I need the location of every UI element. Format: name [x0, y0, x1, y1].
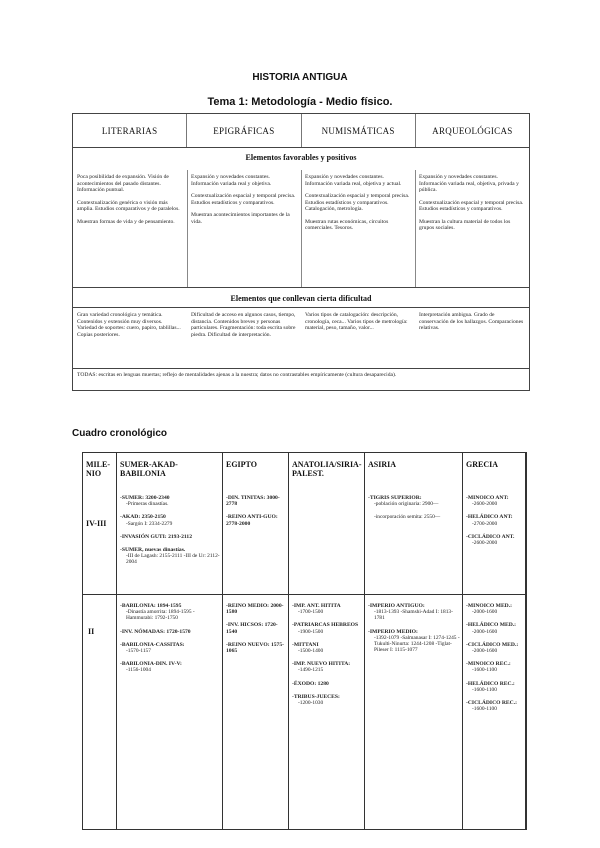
entry-name: -HELÁDICO REC.:	[466, 680, 515, 687]
entry-detail: -Dinastía amorrita: 1894-1595 -Hammurabi: 1792-1750	[126, 609, 195, 622]
chronology-entry	[120, 495, 220, 507]
chronology-entry	[292, 694, 362, 706]
chronology-entry	[292, 622, 362, 634]
favorable-cell	[301, 174, 415, 238]
favorable-cell	[73, 174, 187, 231]
chronology-cell	[463, 603, 526, 719]
entry-detail: -1700-1500	[298, 609, 324, 616]
entry-name: -INV. NÓMADAS: 1720-1570	[120, 628, 191, 635]
entry-detail: -2000-1600	[472, 609, 498, 616]
entry-detail: -Sargón I: 2334-2279	[126, 520, 173, 527]
favorable-cell	[415, 174, 529, 238]
entry-name: -BABILONIA: 1894-1595	[120, 603, 182, 609]
chronology-entry	[466, 681, 523, 693]
chronology-cell	[365, 603, 463, 660]
chronology-entry	[120, 629, 220, 635]
difficulty-cell: Varios tipos de catalogación: descripción, cronología, ceca... Varios tipos de metrología: material, peso, tamaño, valor...	[305, 312, 408, 331]
favorable-item: Contextualización espacial y temporal precisa. Estudios estadísticos y comparativos.	[419, 199, 524, 212]
entry-name: -IMPERIO ANTIGUO:	[368, 603, 425, 609]
entry-name: -TRIBUS-JUECES:	[292, 693, 340, 700]
favorable-section-heading: Elementos favorables y positivos	[245, 153, 357, 162]
entry-name: -DIN. TINITAS: 3000-2778	[226, 495, 280, 508]
chronology-entry	[368, 514, 460, 520]
entry-detail: -1600-1100	[472, 706, 497, 713]
entry-name: -MITTANI	[292, 641, 319, 648]
favorable-cell	[187, 174, 301, 231]
entry-name: -PATRIARCAS HEBREOS	[292, 622, 359, 629]
favorable-item: Muestran la cultura material de todos los grupos sociales.	[419, 218, 511, 231]
column-header: ASIRIA	[368, 460, 397, 469]
column-header: MILE-NIO	[86, 460, 110, 478]
favorable-item: Contextualización espacial y temporal precisa. Estudios estadísticos y comparativos. Catalogación, metrología.	[305, 193, 410, 212]
entry-name: -CICLÁDICO ANT.	[466, 533, 515, 540]
entry-detail: -1600-1100	[472, 667, 497, 674]
chronology-entry	[120, 603, 220, 622]
chronology-entry	[120, 661, 220, 673]
entry-detail: -1900-1500	[298, 628, 324, 635]
entry-detail: -1392-1079 -Salmanasar I: 1274-1245 -Tukulti-Ninurta: 1244-1208 -Tiglat-Pileser I: 1115-1077	[374, 634, 460, 654]
entry-detail: -1600-1100	[472, 686, 497, 693]
entry-name: -IMP. ANT. HITITA	[292, 603, 341, 609]
entry-name: -SUMER, nuevas dinastías.	[120, 547, 186, 554]
chronology-entry	[120, 642, 220, 654]
entry-name: -INVASIÓN GUTI: 2193-2112	[120, 533, 193, 540]
chronology-entry	[368, 495, 460, 507]
difficulty-section-heading: Elementos que conllevan cierta dificultad	[230, 294, 372, 303]
chronology-cell	[223, 495, 289, 534]
favorable-item: Expansión y novedades constantes. Información variada real y objetiva.	[191, 174, 272, 187]
chronology-entry	[368, 629, 460, 654]
difficulty-cell: Gran variedad cronológica y temática. Contenidos y extensión muy diversos. Variedad de soportes: cuero, papiro, tablillas... Copias posteriores.	[77, 312, 181, 338]
favorable-item: Contextualización espacial y temporal precisa. Estudios estadísticos y comparativos.	[191, 193, 296, 206]
chronology-entry	[120, 514, 220, 526]
entry-name: -TIGRIS SUPERIOR:	[368, 495, 422, 501]
chronology-cell	[223, 603, 289, 661]
favorable-item: Muestran rutas económicas, circuitos comerciales. Tesoros.	[305, 218, 389, 231]
chronology-entry	[292, 681, 362, 687]
all-sources-note: TODAS: escritas en lenguas muertas; reflejo de mentalidades ajenas a la nuestra; datos no contrastables empíricamente (cultura desaparecida).	[77, 372, 397, 378]
divider	[73, 147, 529, 148]
entry-name: -BABILONIA-DIN. IV-V:	[120, 661, 182, 668]
chronology-cell	[463, 495, 526, 553]
chronology-entry	[466, 642, 523, 654]
entry-name: -REINO MEDIO: 2000-1580	[226, 603, 284, 616]
chronology-entry	[466, 495, 523, 507]
column-header-arqueologicas: ARQUEOLÓGICAS	[432, 126, 513, 136]
column-header: EGIPTO	[226, 460, 257, 469]
chronology-cell	[117, 495, 223, 573]
chronology-entry	[120, 547, 220, 566]
entry-name: -REINO ANTI-GUO: 2778-2000	[226, 514, 278, 527]
entry-name: -AKAD: 2350-2150	[120, 514, 166, 521]
entry-detail: -incorporación semita: 2550—	[374, 514, 441, 521]
entry-detail: -1156-1004	[126, 667, 151, 674]
entry-name: -MINOICO ANT:	[466, 495, 509, 501]
column-header: SUMER-AKAD-BABILONIA	[120, 460, 178, 478]
difficulty-cell: Interpretación ambigua. Grado de conservación de los hallazgos. Comparaciones relativas.	[419, 312, 524, 331]
chronology-cell	[365, 495, 463, 528]
chronology-cell	[289, 603, 365, 713]
chronology-entry	[368, 603, 460, 622]
document-subtitle: Tema 1: Metodología - Medio físico.	[207, 96, 393, 108]
chronology-entry	[226, 622, 286, 634]
document-title: HISTORIA ANTIGUA	[252, 72, 348, 83]
entry-detail: -1500-1400	[298, 648, 324, 655]
chronology-entry	[466, 622, 523, 634]
row-divider	[83, 594, 526, 595]
entry-detail: -Primeras dinastías.	[126, 501, 169, 508]
chronology-entry	[466, 534, 523, 546]
column-header-epigraficas: EPIGRÁFICAS	[187, 114, 301, 147]
chronology-entry	[120, 534, 220, 540]
entry-name: -ÉXODO: 1280	[292, 680, 329, 687]
column-header-literarias: LITERARIAS	[73, 114, 187, 147]
favorable-item: Muestran acontecimientos importantes de la vida.	[191, 212, 290, 225]
entry-name: -MINOICO MED.:	[466, 603, 512, 609]
column-header: GRECIA	[466, 460, 499, 469]
chronology-entry	[226, 603, 286, 615]
entry-name: -INV. HICSOS: 1720-1540	[226, 622, 278, 635]
divider	[73, 368, 529, 369]
chronology-entry	[466, 603, 523, 615]
entry-detail: -1570-1157	[126, 648, 151, 655]
entry-name: -HELÁDICO ANT:	[466, 514, 513, 521]
favorable-item: Muestran formas de vida y de pensamiento.	[77, 218, 175, 225]
chronology-entry	[466, 514, 523, 526]
chronology-entry	[466, 700, 523, 712]
entry-detail: -III de Lagash: 2155-2111 -III de Ur: 2112-2004	[126, 553, 220, 566]
entry-detail: -2000-1600	[472, 648, 498, 655]
chronology-entry	[292, 642, 362, 654]
chronology-title: Cuadro cronológico	[72, 428, 167, 439]
entry-detail: -1200-1030	[298, 700, 324, 707]
entry-detail: -2700-2000	[472, 520, 498, 527]
divider	[73, 287, 529, 288]
divider	[73, 307, 529, 308]
period-label: IV-III	[86, 519, 107, 528]
period-label: II	[88, 627, 95, 636]
favorable-item: Poca posibilidad de expansión. Visión de acontecimientos del pasado distantes. Información puntual.	[77, 174, 169, 193]
difficulty-cell: Dificultad de acceso en algunos casos, tiempo, distancia. Contenidos breves y personas particulares. Fragmentación: toda escrita sobre piedra. Dificultad de interpretación.	[191, 312, 296, 338]
entry-name: -CICLÁDICO MED.:	[466, 641, 519, 648]
column-milenio	[83, 453, 117, 829]
entry-name: -MINOICO REC.:	[466, 661, 511, 668]
chronology-entry	[292, 661, 362, 673]
chronology-cell	[117, 603, 223, 681]
entry-name: -SUMER: 3200-2340	[120, 495, 170, 501]
entry-detail: -2000-1600	[472, 628, 498, 635]
column-header-numismaticas: NUMISMÁTICAS	[302, 114, 416, 147]
methodology-header-row	[73, 114, 529, 147]
entry-detail: -2600-2000	[472, 540, 498, 547]
entry-name: -BABILONIA-CASSITAS:	[120, 641, 185, 648]
chronology-table	[82, 452, 527, 830]
favorable-item: Expansión y novedades constantes. Información variada real, objetiva y actual.	[305, 174, 402, 187]
entry-name: -IMPERIO MEDIO:	[368, 628, 418, 635]
chronology-entry	[292, 603, 362, 615]
favorable-item: Expansión y novedades constantes. Información variada real, objetiva, privada y pública.	[419, 174, 519, 193]
chronology-entry	[466, 661, 523, 673]
entry-name: -HELÁDICO MED.:	[466, 622, 517, 629]
entry-name: -REINO NUEVO: 1575-1065	[226, 641, 284, 655]
favorable-item: Contextualización genérica o visión más amplia. Estudios comparativos y de paralelos.	[77, 199, 180, 212]
entry-detail: -2600-2000	[472, 501, 498, 508]
methodology-table	[72, 113, 530, 391]
chronology-entry	[226, 514, 286, 526]
entry-detail: -población originaria: 2900—	[374, 501, 439, 508]
entry-name: -CICLÁDICO REC.:	[466, 700, 517, 707]
entry-detail: -1490-1215	[298, 667, 324, 674]
chronology-entry	[226, 495, 286, 507]
column-header: ANATOLIA/SIRIA-PALEST.	[292, 460, 362, 478]
entry-name: -IMP. NUEVO HITITA:	[292, 661, 351, 668]
chronology-entry	[226, 642, 286, 654]
entry-detail: -1813-1393 -Shamshi-Adad I: 1813-1781	[374, 609, 453, 622]
